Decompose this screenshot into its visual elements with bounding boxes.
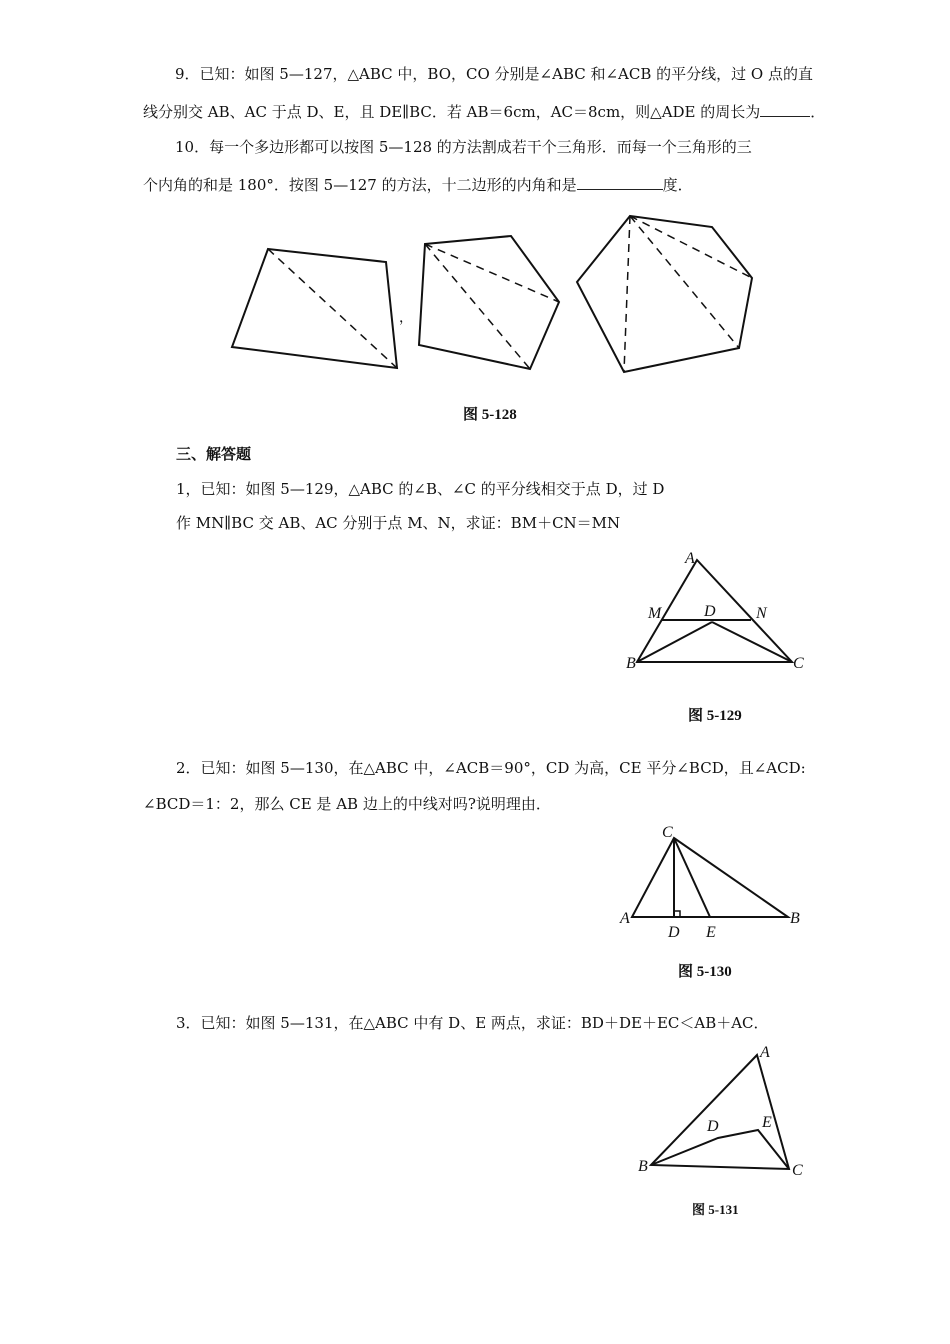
label-m: M — [648, 605, 662, 622]
label-d: D — [704, 603, 716, 620]
label-a: A — [760, 1044, 770, 1061]
p2-line1: 2．已知：如图 5—130，在△ABC 中，∠ACB＝90°，CD 为高，CE 平分∠BCD，且∠ACD: — [176, 759, 806, 777]
p2-line2: ∠BCD＝1：2，那么 CE 是 AB 边上的中线对吗?说明理由． — [143, 795, 551, 813]
label-a: A — [620, 910, 630, 927]
label-c: C — [662, 824, 673, 841]
section-title: 三、解答题 — [176, 445, 252, 463]
q9-line2-text: 线分别交 AB、AC 于点 D、E，且 DE∥BC．若 AB＝6cm，AC＝8cm，则△ADE 的周长为 — [143, 103, 761, 121]
label-d: D — [707, 1118, 719, 1135]
label-b: B — [638, 1158, 648, 1175]
p1-line2: 作 MN∥BC 交 AB、AC 分别于点 M、N，求证：BM＋CN＝MN — [176, 514, 621, 532]
label-e: E — [762, 1114, 772, 1131]
label-a: A — [685, 550, 695, 567]
figure-5-128-caption: 图 5-128 — [463, 407, 517, 423]
label-c: C — [793, 655, 804, 672]
figure-separator: ， — [399, 311, 413, 326]
triangle-abc — [651, 1055, 789, 1169]
q9-line2-end: ． — [810, 103, 826, 121]
figure-5-129-caption: 图 5-129 — [688, 708, 742, 724]
label-e: E — [706, 924, 716, 941]
p3-line1: 3．已知：如图 5—131，在△ABC 中有 D、E 两点，求证：BD＋DE＋EC＜AB＋AC． — [176, 1014, 769, 1032]
figure-5-130-caption: 图 5-130 — [678, 964, 732, 980]
label-n: N — [756, 605, 767, 622]
q10-line2-end: 度． — [662, 176, 693, 194]
label-d: D — [668, 924, 680, 941]
q9-line1: 9．已知：如图 5—127，△ABC 中，BO，CO 分别是∠ABC 和∠ACB 的平分线，过 O 点的直 — [175, 65, 813, 83]
figure-5-131-caption: 图 5-131 — [692, 1202, 739, 1217]
q10-line2-text: 个内角的和是 180°．按图 5—127 的方法，十二边形的内角和是 — [143, 176, 577, 194]
label-c: C — [792, 1162, 803, 1179]
path-bdec — [651, 1130, 789, 1169]
label-b: B — [626, 655, 636, 672]
q10-line1: 10．每一个多边形都可以按图 5—128 的方法割成若干个三角形．而每一个三角形的三 — [175, 138, 752, 156]
label-b: B — [790, 910, 800, 927]
p1-line1: 1，已知：如图 5—129，△ABC 的∠B、∠C 的平分线相交于点 D，过 D — [176, 480, 665, 498]
